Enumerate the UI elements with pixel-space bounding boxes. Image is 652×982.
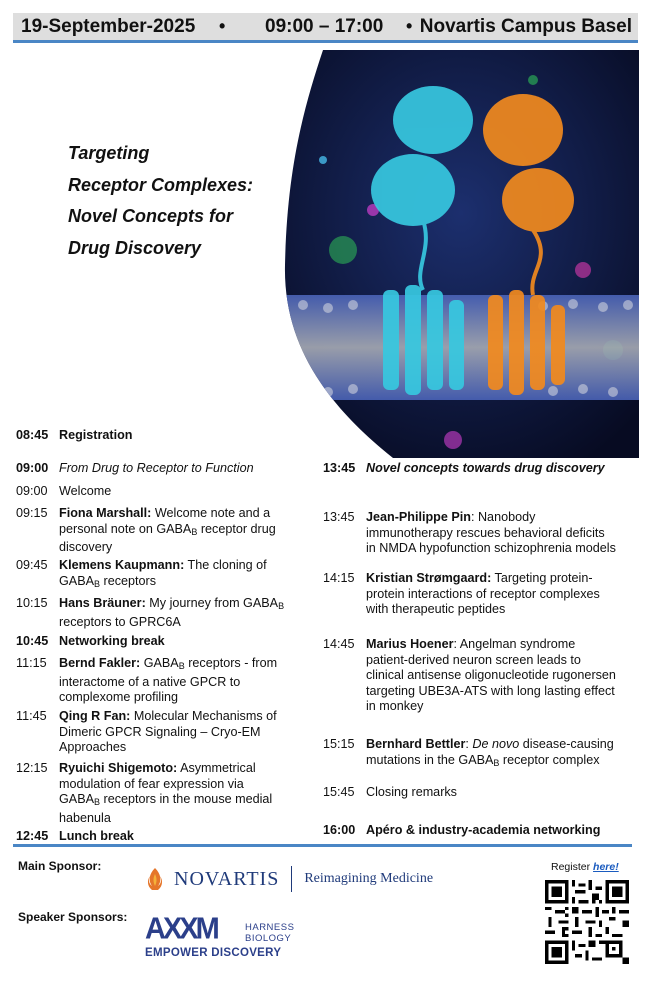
subscript: B [493,757,500,768]
main-sponsor-label: Main Sponsor: [18,859,102,873]
talk-text: Asymmetrical [180,761,256,775]
talk-text: in monkey [366,699,424,713]
harness-biology-logo [145,913,305,963]
event-time: 09:00 – 17:00 [265,15,384,37]
talk-text: interactome of a native GPCR to [59,674,241,689]
speaker-name: Klemens Kaupmann: [59,558,185,572]
agenda-time: 11:45 [16,709,47,723]
talk-text: receptors in the mouse medial [100,792,273,806]
talk-text: The cloning of [187,558,267,572]
separator-dot: • [406,16,413,36]
talk-text: : Angelman syndrome [453,637,576,651]
agenda-text: Welcome [59,484,112,498]
agenda-time: 10:45 [16,634,49,648]
receptor-structure-image [283,50,639,458]
talk-text: habenula [59,810,111,825]
agenda-time: 15:15 [323,737,355,751]
subscript: B [278,601,285,611]
agenda-time: 14:15 [323,571,355,585]
talk-text: Welcome note and a [154,506,271,520]
agenda-time: 16:00 [323,823,356,837]
talk-text: discovery [59,540,113,554]
talk-text: receptor complex [499,752,600,767]
talk-text: : Nanobody [470,510,536,524]
talk-description [366,737,641,771]
harness-mark-icon: AXXM [145,912,217,946]
talk-text: patient-derived neuron screen leads to [366,652,581,667]
talk-text: receptor drug [197,521,276,536]
talk-text: GABA [59,573,94,588]
talk-text: immunotherapy rescues behavioral deficits [366,525,605,540]
title-line: Drug Discovery [68,237,202,258]
harness-wordmark-mid: BIOLOGY [245,933,292,944]
talk-text: receptors - from [184,656,278,670]
talk-description [59,709,304,756]
register-link[interactable]: here! [593,861,619,873]
subscript: B [191,526,198,537]
novartis-wordmark: NOVARTIS [174,867,280,890]
agenda-time: 13:45 [323,461,356,475]
novartis-flame-icon [144,866,166,892]
title-line: Targeting [68,143,150,163]
logo-separator [291,866,292,892]
session-title: Novel concepts towards drug discovery [366,461,605,475]
speaker-name: Marius Hoener [366,637,454,651]
header-bar [13,13,638,43]
agenda-time: 10:15 [16,596,48,610]
agenda-time: 14:45 [323,637,355,651]
event-title [68,138,253,264]
novartis-logo [144,863,433,895]
talk-text: Approaches [59,740,127,754]
subscript: B [178,661,185,671]
talk-text: GABA [143,656,179,670]
talk-text: complexome profiling [59,690,178,704]
talk-text: with therapeutic peptides [366,602,506,616]
talk-description [59,558,304,592]
speaker-sponsors-label: Speaker Sponsors: [18,910,128,924]
talk-text: clinical antisense oligonucleotide rugonersen [366,668,616,682]
talk-text: personal note on GABA [59,521,192,536]
talk-text: modulation of fear expression via [59,776,244,791]
event-date: 19-September-2025 [21,15,196,37]
talk-description [59,761,304,826]
speaker-name: Kristian Strømgaard: [366,571,492,585]
agenda-text: Apéro & industry-academia networking [366,823,601,837]
agenda-time: 15:45 [323,785,355,799]
agenda-time: 11:15 [16,656,47,670]
talk-description [366,510,641,557]
talk-description [59,656,304,706]
talk-text: protein interactions of receptor complexes [366,586,600,601]
agenda-time: 09:45 [16,558,48,572]
talk-text: Dimeric GPCR Signaling – Cryo-EM [59,724,261,739]
talk-text: Molecular Mechanisms of [133,709,277,723]
speaker-name: Bernd Fakler: [59,656,141,670]
speaker-name: Bernhard Bettler [366,737,466,751]
talk-text: : [465,737,473,751]
register-label [551,861,619,873]
talk-text: targeting UBE3A-ATS with long lasting effect [366,683,615,698]
agenda-time: 09:15 [16,506,48,520]
separator-dot: • [219,16,226,36]
subscript: B [94,578,101,589]
session-title: From Drug to Receptor to Function [59,461,254,475]
talk-description [366,637,641,715]
speaker-name: Hans Bräuner: [59,596,146,610]
title-line: Receptor Complexes: [68,174,254,195]
agenda-text: Networking break [59,634,165,648]
event-venue: Novartis Campus Basel [419,15,632,37]
talk-description [59,506,304,556]
divider [13,844,632,847]
agenda-time: 12:45 [16,829,49,843]
talk-description [59,596,304,630]
agenda-time: 13:45 [323,510,355,524]
speaker-name: Qing R Fan: [59,709,131,723]
subscript: B [94,797,101,807]
talk-text: My journey from GABA [149,596,279,610]
speaker-name: Jean-Philippe Pin [366,510,471,524]
talk-text: GABA [59,792,94,806]
talk-text: mutations in the GABA [366,752,494,767]
talk-text: Targeting protein- [494,571,593,585]
agenda-text: Closing remarks [366,785,457,799]
talk-description [366,571,641,618]
novartis-tagline: Reimagining Medicine [304,871,434,886]
speaker-name: Fiona Marshall: [59,506,152,520]
title-line: Novel Concepts for [68,206,234,226]
agenda-time: 12:15 [16,761,48,775]
agenda-text: Lunch break [59,829,134,843]
agenda-time: 09:00 [16,461,49,475]
talk-text: disease-causing [519,737,614,751]
agenda-time: 08:45 [16,428,49,442]
speaker-name: Ryuichi Shigemoto: [59,761,178,775]
harness-wordmark-top: HARNESS [245,922,295,933]
harness-tagline: EMPOWER DISCOVERY [145,947,282,959]
talk-text: receptors [100,573,157,588]
talk-text: in NMDA hypofunction schizophrenia models [366,541,616,555]
agenda-time: 09:00 [16,484,48,498]
talk-text: receptors to GPRC6A [59,614,181,629]
agenda-text: Registration [59,428,133,442]
register-text: Register [551,861,591,873]
talk-text: De novo [472,737,520,751]
qr-code[interactable] [545,880,629,964]
